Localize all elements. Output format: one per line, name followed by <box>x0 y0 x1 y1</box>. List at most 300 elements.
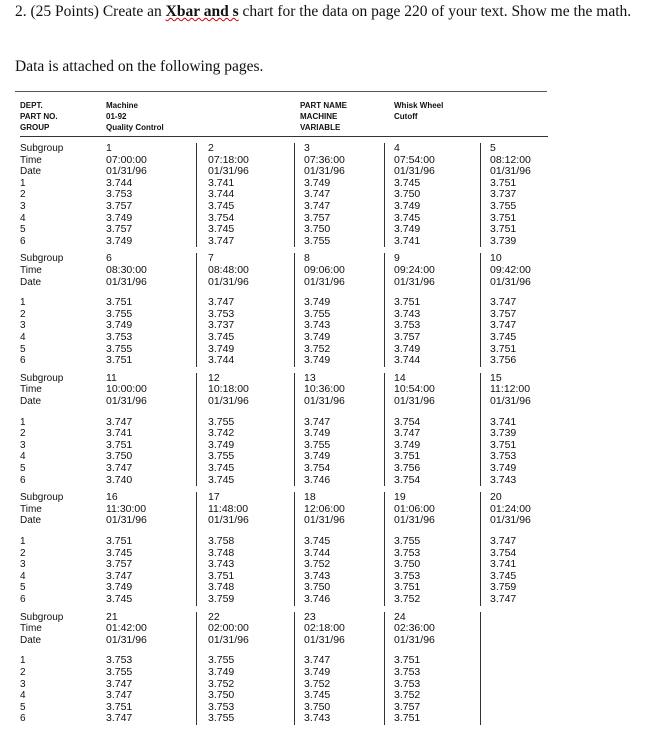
subgroup-column <box>490 492 531 605</box>
header-cell: VARIABLE <box>300 123 341 132</box>
subgroup-time: 01:06:00 <box>394 502 435 515</box>
subgroup-blocks <box>20 143 548 725</box>
subgroup-time: 09:24:00 <box>394 263 435 276</box>
subgroup-time: 11:30:00 <box>106 502 147 515</box>
measurement-value: 3.747 <box>490 319 517 332</box>
measurement-value: 3.749 <box>304 296 331 309</box>
measurement-label: 6 <box>20 474 26 486</box>
measurement-value: 3.749 <box>208 665 235 678</box>
header-col-2 <box>300 100 347 133</box>
measurement-value: 3.751 <box>394 581 421 594</box>
measurement-value: 3.753 <box>208 700 235 713</box>
measurement-value: 3.752 <box>394 689 421 702</box>
measurement-value: 3.751 <box>490 223 517 236</box>
subgroup-time: 08:30:00 <box>106 263 147 276</box>
header-cell: Whisk Wheel <box>394 101 444 110</box>
measurement-value: 3.749 <box>106 211 133 224</box>
measurement-value: 3.747 <box>304 188 331 201</box>
subgroup-time: 10:54:00 <box>394 383 435 396</box>
subgroup-column <box>106 373 147 486</box>
subgroup-id: 15 <box>490 371 502 384</box>
subgroup-id: 3 <box>304 142 310 154</box>
measurement-value: 3.751 <box>490 342 517 355</box>
subgroup-time: 11:48:00 <box>208 502 249 515</box>
measurement-value: 3.737 <box>208 319 235 332</box>
measurement-label: 2 <box>20 666 26 678</box>
subgroup-time: 02:00:00 <box>208 622 249 635</box>
column-divider <box>384 492 385 605</box>
subgroup-id: 5 <box>490 142 496 154</box>
measurement-value: 3.741 <box>106 427 133 440</box>
subgroup-date: 01/31/96 <box>394 165 435 178</box>
subgroup-date: 01/31/96 <box>394 275 435 288</box>
measurement-value: 3.747 <box>394 427 421 440</box>
subgroup-id: 14 <box>394 371 406 384</box>
subgroup-date: 01/31/96 <box>394 394 435 407</box>
row-label-date: Date <box>20 395 42 407</box>
measurement-value: 3.751 <box>208 569 235 582</box>
subgroup-time: 01:24:00 <box>490 502 531 515</box>
subgroup-id: 24 <box>394 610 406 623</box>
row-label-subgroup: Subgroup <box>20 253 64 265</box>
measurement-value: 3.745 <box>394 211 421 224</box>
measurement-value: 3.750 <box>304 581 331 594</box>
subgroup-date: 01/31/96 <box>490 165 531 178</box>
measurement-value: 3.743 <box>394 307 421 320</box>
header-col-3 <box>394 100 443 122</box>
subgroup-id: 23 <box>304 610 316 623</box>
measurement-value: 3.749 <box>304 427 331 440</box>
measurement-value: 3.745 <box>304 534 331 547</box>
measurement-label: 5 <box>20 462 26 474</box>
measurement-value: 3.744 <box>106 176 133 189</box>
measurement-value: 3.745 <box>208 461 235 474</box>
subgroup-column <box>208 143 249 247</box>
subgroup-date: 01/31/96 <box>106 275 147 288</box>
measurement-value: 3.753 <box>394 319 421 332</box>
column-divider <box>480 143 481 247</box>
subgroup-date: 01/31/96 <box>304 275 345 288</box>
measurement-label: 3 <box>20 439 26 451</box>
subgroup-time: 12:06:00 <box>304 502 345 515</box>
measurement-value: 3.755 <box>106 665 133 678</box>
subgroup-column <box>304 492 345 605</box>
measurement-value: 3.755 <box>394 534 421 547</box>
measurement-value: 3.749 <box>490 461 517 474</box>
measurement-label: 3 <box>20 200 26 212</box>
page-divider <box>15 91 547 92</box>
row-label-time: Time <box>20 623 42 635</box>
subgroup-block <box>20 492 548 605</box>
subgroup-date: 01/31/96 <box>490 514 531 527</box>
measurement-value: 3.745 <box>208 330 235 343</box>
subgroup-id: 1 <box>106 142 112 154</box>
measurement-value: 3.749 <box>394 438 421 451</box>
measurement-value: 3.750 <box>106 450 133 463</box>
subgroup-column <box>490 253 531 366</box>
header-cell: Cutoff <box>394 112 418 121</box>
attached-note: Data is attached on the following pages. <box>15 58 264 75</box>
subgroup-date: 01/31/96 <box>106 633 147 646</box>
column-divider <box>480 492 481 605</box>
measurement-value: 3.755 <box>106 342 133 355</box>
subgroup-id: 8 <box>304 252 310 265</box>
measurement-value: 3.750 <box>394 188 421 201</box>
measurement-value: 3.752 <box>304 558 331 571</box>
header-cell: 01-92 <box>106 112 127 121</box>
subgroup-date: 01/31/96 <box>106 514 147 527</box>
subgroup-time: 07:54:00 <box>394 153 435 166</box>
measurement-label: 3 <box>20 320 26 332</box>
subgroup-id: 2 <box>208 142 214 154</box>
row-label-time: Time <box>20 264 42 276</box>
row-label-date: Date <box>20 515 42 527</box>
measurement-value: 3.749 <box>208 342 235 355</box>
measurement-label: 1 <box>20 297 26 309</box>
measurement-value: 3.754 <box>490 546 517 559</box>
measurement-value: 3.750 <box>208 689 235 702</box>
header-cell: GROUP <box>20 123 50 132</box>
measurement-label: 2 <box>20 308 26 320</box>
measurement-value: 3.754 <box>208 211 235 224</box>
measurement-value: 3.757 <box>106 558 133 571</box>
subgroup-column <box>208 492 249 605</box>
column-divider <box>480 373 481 486</box>
measurement-value: 3.744 <box>394 354 421 367</box>
subgroup-date: 01/31/96 <box>394 514 435 527</box>
measurement-value: 3.749 <box>304 450 331 463</box>
measurement-value: 3.754 <box>304 461 331 474</box>
subgroup-date: 01/31/96 <box>394 633 435 646</box>
subgroup-date: 01/31/96 <box>208 514 249 527</box>
row-label-time: Time <box>20 503 42 515</box>
measurement-value: 3.743 <box>304 319 331 332</box>
measurement-value: 3.746 <box>304 473 331 486</box>
subgroup-date: 01/31/96 <box>208 275 249 288</box>
measurement-value: 3.747 <box>490 296 517 309</box>
measurement-label: 6 <box>20 355 26 367</box>
measurement-value: 3.751 <box>394 712 421 725</box>
measurement-value: 3.757 <box>106 223 133 236</box>
measurement-value: 3.750 <box>304 223 331 236</box>
measurement-label: 1 <box>20 416 26 428</box>
measurement-value: 3.750 <box>394 558 421 571</box>
measurement-value: 3.745 <box>106 592 133 605</box>
column-divider <box>294 373 295 486</box>
measurement-value: 3.752 <box>394 592 421 605</box>
row-labels <box>20 492 63 605</box>
measurement-value: 3.747 <box>106 415 133 428</box>
measurement-value: 3.752 <box>304 342 331 355</box>
measurement-value: 3.750 <box>304 700 331 713</box>
row-labels <box>20 612 63 725</box>
column-divider <box>294 143 295 247</box>
measurement-value: 3.747 <box>208 296 235 309</box>
header-cell: DEPT. <box>20 101 43 110</box>
subgroup-column <box>106 253 147 366</box>
row-labels <box>20 143 63 247</box>
subgroup-id: 16 <box>106 491 118 504</box>
measurement-value: 3.749 <box>208 438 235 451</box>
measurement-label: 2 <box>20 428 26 440</box>
measurement-label: 5 <box>20 343 26 355</box>
measurement-value: 3.756 <box>394 461 421 474</box>
subgroup-id: 9 <box>394 252 400 265</box>
subgroup-column <box>106 612 147 725</box>
measurement-value: 3.751 <box>394 296 421 309</box>
subgroup-id: 12 <box>208 371 220 384</box>
subgroup-date: 01/31/96 <box>490 394 531 407</box>
measurement-label: 4 <box>20 331 26 343</box>
measurement-value: 3.749 <box>394 199 421 212</box>
subgroup-id: 20 <box>490 491 502 504</box>
measurement-label: 6 <box>20 713 26 725</box>
measurement-value: 3.753 <box>208 307 235 320</box>
measurement-value: 3.749 <box>304 354 331 367</box>
column-divider <box>294 253 295 366</box>
column-divider <box>196 143 197 247</box>
header-cell: Machine <box>106 101 139 110</box>
measurement-value: 3.758 <box>208 534 235 547</box>
header-cell: PART NAME <box>300 101 347 110</box>
measurement-value: 3.751 <box>106 534 133 547</box>
subgroup-column <box>304 612 345 725</box>
header-cell: MACHINE <box>300 112 338 121</box>
measurement-label: 4 <box>20 570 26 582</box>
subgroup-time: 02:36:00 <box>394 622 435 635</box>
measurement-label: 4 <box>20 451 26 463</box>
measurement-value: 3.757 <box>490 307 517 320</box>
subgroup-column <box>394 373 435 486</box>
subgroup-column <box>106 143 147 247</box>
subgroup-time: 10:36:00 <box>304 383 345 396</box>
measurement-label: 5 <box>20 224 26 236</box>
column-divider <box>196 373 197 486</box>
measurement-value: 3.751 <box>490 438 517 451</box>
subgroup-block <box>20 253 548 366</box>
subgroup-id: 6 <box>106 252 112 265</box>
measurement-value: 3.751 <box>394 654 421 667</box>
measurement-value: 3.755 <box>304 307 331 320</box>
subgroup-date: 01/31/96 <box>490 275 531 288</box>
measurement-value: 3.737 <box>490 188 517 201</box>
measurement-value: 3.747 <box>106 689 133 702</box>
measurement-value: 3.741 <box>394 234 421 247</box>
measurement-value: 3.754 <box>394 473 421 486</box>
measurement-label: 2 <box>20 547 26 559</box>
measurement-value: 3.759 <box>490 581 517 594</box>
measurement-value: 3.751 <box>394 450 421 463</box>
measurement-value: 3.751 <box>106 354 133 367</box>
measurement-value: 3.747 <box>106 677 133 690</box>
subgroup-id: 18 <box>304 491 316 504</box>
subgroup-column <box>208 373 249 486</box>
measurement-value: 3.747 <box>106 569 133 582</box>
row-label-time: Time <box>20 154 42 166</box>
subgroup-column <box>394 143 435 247</box>
row-label-date: Date <box>20 276 42 288</box>
measurement-value: 3.749 <box>304 330 331 343</box>
measurement-value: 3.751 <box>106 438 133 451</box>
question-emphasis: Xbar and s <box>165 3 239 20</box>
measurement-label: 5 <box>20 582 26 594</box>
subgroup-block <box>20 143 548 247</box>
question-suffix: chart for the data on page 220 of your text. Show me the math. <box>238 3 632 20</box>
measurement-value: 3.741 <box>490 415 517 428</box>
subgroup-id: 7 <box>208 252 214 265</box>
measurement-value: 3.744 <box>304 546 331 559</box>
measurement-value: 3.753 <box>106 188 133 201</box>
measurement-value: 3.749 <box>106 319 133 332</box>
measurement-value: 3.747 <box>490 534 517 547</box>
subgroup-column <box>106 492 147 605</box>
measurement-value: 3.743 <box>304 569 331 582</box>
measurement-value: 3.749 <box>106 581 133 594</box>
row-labels <box>20 253 63 366</box>
subgroup-time: 10:00:00 <box>106 383 147 396</box>
measurement-value: 3.757 <box>304 211 331 224</box>
measurement-value: 3.749 <box>106 234 133 247</box>
measurement-value: 3.747 <box>208 234 235 247</box>
measurement-label: 3 <box>20 559 26 571</box>
subgroup-date: 01/31/96 <box>304 633 345 646</box>
measurement-value: 3.745 <box>106 546 133 559</box>
column-divider <box>196 612 197 725</box>
header-col-0 <box>20 100 58 133</box>
measurement-value: 3.747 <box>490 592 517 605</box>
subgroup-date: 01/31/96 <box>304 514 345 527</box>
measurement-value: 3.753 <box>106 654 133 667</box>
subgroup-column <box>394 492 435 605</box>
measurement-value: 3.755 <box>490 199 517 212</box>
measurement-label: 4 <box>20 212 26 224</box>
measurement-value: 3.749 <box>394 223 421 236</box>
subgroup-time: 02:18:00 <box>304 622 345 635</box>
measurement-value: 3.743 <box>490 473 517 486</box>
measurement-value: 3.749 <box>304 665 331 678</box>
data-table <box>20 100 548 725</box>
column-divider <box>480 253 481 366</box>
subgroup-id: 19 <box>394 491 406 504</box>
row-label-date: Date <box>20 166 42 178</box>
measurement-value: 3.753 <box>394 677 421 690</box>
subgroup-time: 07:36:00 <box>304 153 345 166</box>
measurement-value: 3.753 <box>490 450 517 463</box>
question-prefix: 2. (25 Points) Create an <box>15 3 166 20</box>
measurement-value: 3.751 <box>106 296 133 309</box>
column-divider <box>384 253 385 366</box>
measurement-value: 3.749 <box>394 342 421 355</box>
measurement-value: 3.757 <box>394 330 421 343</box>
subgroup-id: 13 <box>304 371 316 384</box>
row-labels <box>20 373 63 486</box>
measurement-value: 3.745 <box>490 330 517 343</box>
measurement-value: 3.753 <box>394 546 421 559</box>
measurement-value: 3.745 <box>208 199 235 212</box>
measurement-value: 3.739 <box>490 427 517 440</box>
column-divider <box>384 143 385 247</box>
measurement-value: 3.744 <box>208 354 235 367</box>
column-divider <box>196 253 197 366</box>
row-label-date: Date <box>20 634 42 646</box>
row-label-time: Time <box>20 384 42 396</box>
measurement-value: 3.745 <box>394 176 421 189</box>
subgroup-id: 21 <box>106 610 118 623</box>
subgroup-column <box>208 612 249 725</box>
measurement-value: 3.753 <box>394 665 421 678</box>
measurement-value: 3.742 <box>208 427 235 440</box>
measurement-value: 3.756 <box>490 354 517 367</box>
subgroup-time: 09:42:00 <box>490 263 531 276</box>
measurement-value: 3.752 <box>208 677 235 690</box>
measurement-value: 3.746 <box>304 592 331 605</box>
subgroup-time: 09:06:00 <box>304 263 345 276</box>
subgroup-id: 22 <box>208 610 220 623</box>
row-label-subgroup: Subgroup <box>20 492 64 504</box>
measurement-label: 6 <box>20 235 26 247</box>
subgroup-column <box>208 253 249 366</box>
measurement-value: 3.743 <box>304 712 331 725</box>
subgroup-column <box>304 373 345 486</box>
measurement-label: 1 <box>20 535 26 547</box>
header-cell: PART NO. <box>20 112 58 121</box>
row-label-subgroup: Subgroup <box>20 372 64 384</box>
measurement-value: 3.755 <box>208 415 235 428</box>
row-label-subgroup: Subgroup <box>20 143 64 154</box>
header-cell: Quality Control <box>106 123 164 132</box>
measurement-value: 3.741 <box>490 558 517 571</box>
measurement-value: 3.755 <box>106 307 133 320</box>
subgroup-column <box>490 373 531 486</box>
measurement-value: 3.740 <box>106 473 133 486</box>
measurement-value: 3.755 <box>208 712 235 725</box>
column-divider <box>384 612 385 725</box>
measurement-value: 3.745 <box>208 473 235 486</box>
column-divider <box>294 492 295 605</box>
column-divider <box>196 492 197 605</box>
subgroup-date: 01/31/96 <box>208 633 249 646</box>
subgroup-id: 17 <box>208 491 220 504</box>
measurement-value: 3.755 <box>208 450 235 463</box>
measurement-value: 3.752 <box>304 677 331 690</box>
measurement-value: 3.759 <box>208 592 235 605</box>
measurement-value: 3.748 <box>208 581 235 594</box>
column-divider <box>480 612 481 725</box>
measurement-value: 3.745 <box>208 223 235 236</box>
column-divider <box>294 612 295 725</box>
subgroup-time: 11:12:00 <box>490 383 531 396</box>
measurement-value: 3.755 <box>304 234 331 247</box>
subgroup-id: 11 <box>106 371 117 384</box>
column-divider <box>384 373 385 486</box>
subgroup-date: 01/31/96 <box>106 394 147 407</box>
measurement-label: 3 <box>20 678 26 690</box>
subgroup-time: 08:12:00 <box>490 153 531 166</box>
measurement-label: 6 <box>20 593 26 605</box>
table-header <box>20 100 548 137</box>
measurement-value: 3.747 <box>106 712 133 725</box>
subgroup-column <box>304 143 345 247</box>
measurement-value: 3.757 <box>394 700 421 713</box>
measurement-value: 3.748 <box>208 546 235 559</box>
measurement-label: 5 <box>20 701 26 713</box>
measurement-value: 3.753 <box>394 569 421 582</box>
subgroup-column <box>490 143 531 247</box>
subgroup-id: 4 <box>394 142 400 154</box>
subgroup-id: 10 <box>490 252 502 265</box>
header-col-1 <box>106 100 164 133</box>
measurement-value: 3.755 <box>208 654 235 667</box>
